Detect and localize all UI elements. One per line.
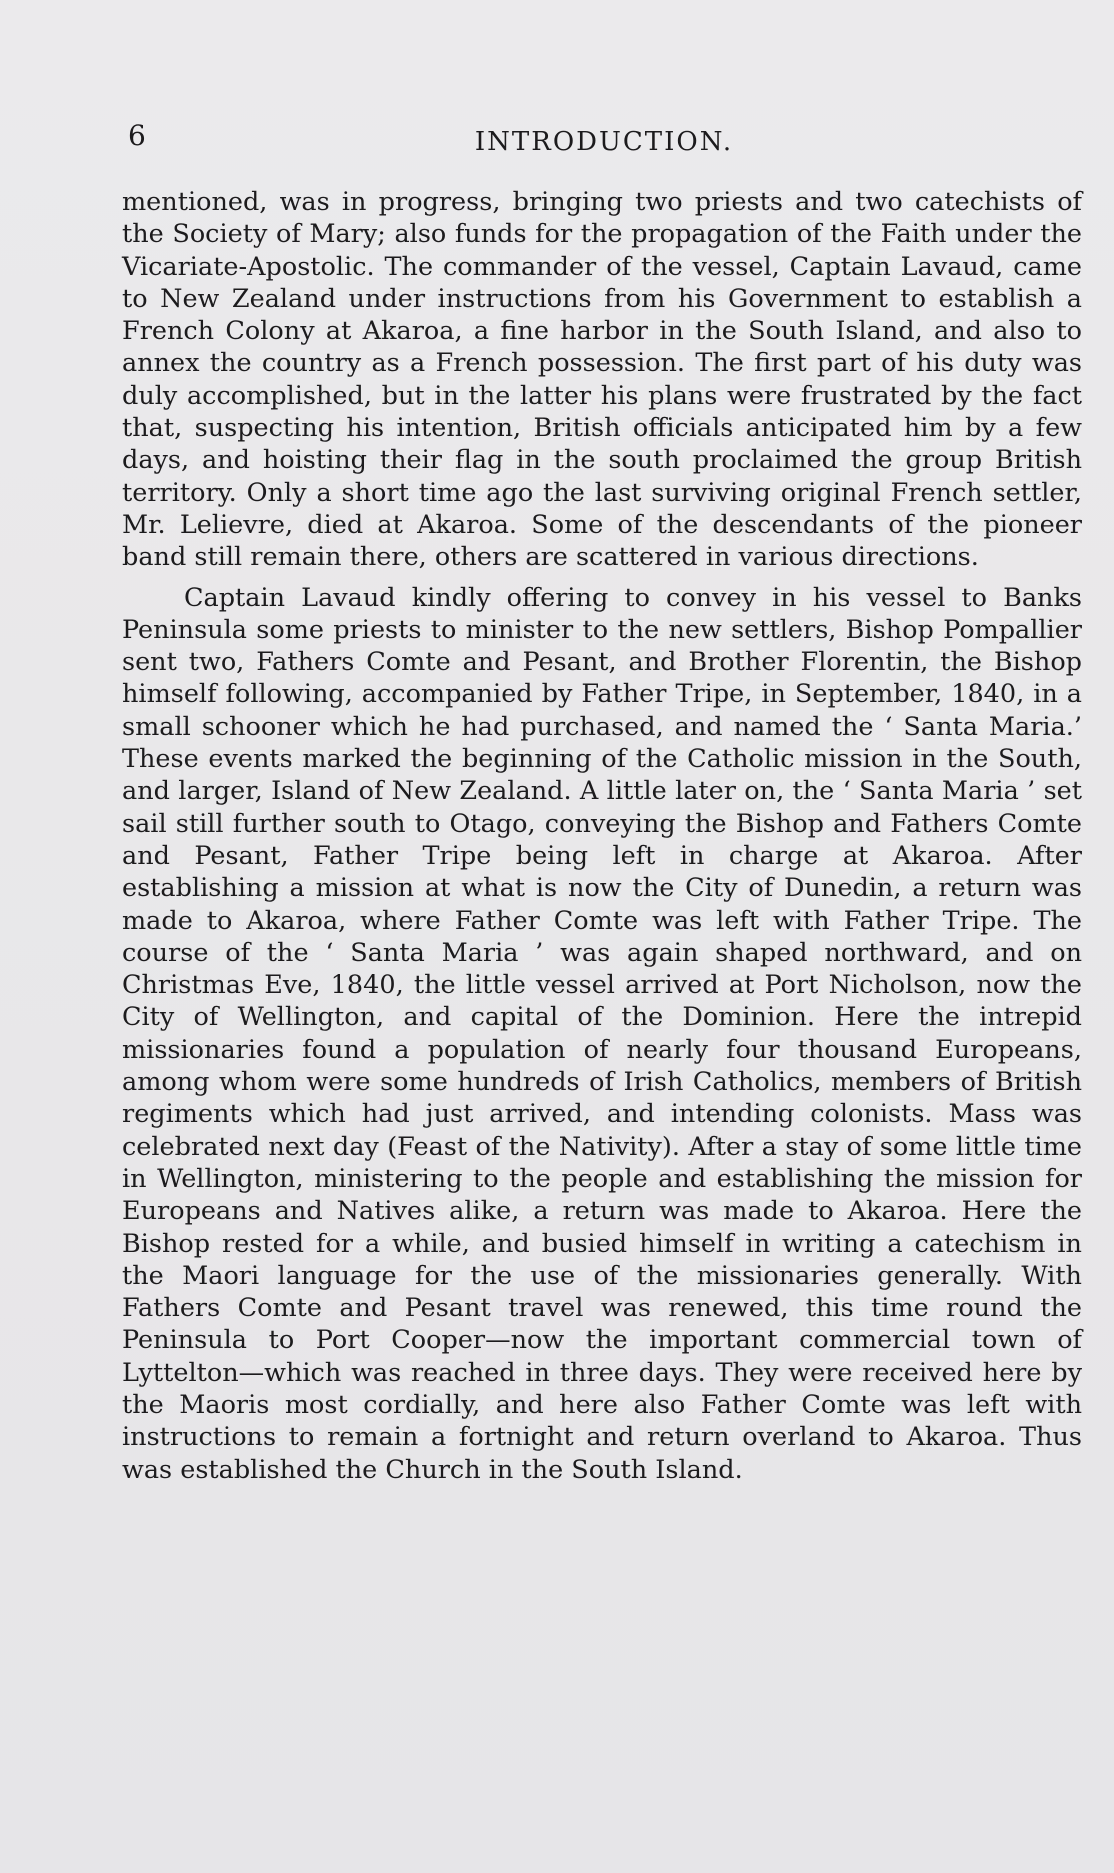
page-number: 6 (128, 119, 146, 152)
chapter-title: INTRODUCTION. (474, 127, 734, 157)
paragraph-2: Captain Lavaud kindly offering to convey in his vessel to Banks Peninsula some priests to minister to the new settlers, Bishop Pompallier sent two, Fathers Comte and Pesant, and Brother Florentin, the Bishop himself following, accompanied by Father Tripe, in September, 1840, in a small schooner which he had purchased, and named the ‘ Santa Maria.’ These events marked the beginning of the Catholic mission in the South, and larger, Island of New Zealand. A little later on, the ‘ Santa Maria ’ set sail still further south to Otago, conveying the Bishop and Fathers Comte and Pesant, Father Tripe being left in charge at Akaroa. After establishing a mission at what is now the City of Dunedin, a return was made to Akaroa, where Father Comte was left with Father Tripe. The course of the ‘ Santa Maria ’ was again shaped northward, and on Christmas Eve, 1840, the little vessel arrived at Port Nicholson, now the City of Wellington, and capital of the Dominion. Here the intrepid missionaries found a population of nearly four thousand Europeans, among whom were some hundreds of Irish Catholics, members of British regiments which had just arrived, and intending colonists. Mass was celebrated next day (Feast of the Nativity). After a stay of some little time in Wellington, ministering to the people and establishing the mission for Europeans and Natives alike, a return was made to Akaroa. Here the Bishop rested for a while, and busied himself in writing a catechism in the Maori language for the use of the missionaries generally. With Fathers Comte and Pesant travel was renewed, this time round the Peninsula to Port Cooper—now the important commercial town of Lyttelton—which was reached in three days. They were received here by the Maoris most cordially, and here also Father Comte was left with instructions to remain a fortnight and return overland to Akaroa. Thus was established the Church in the South Island. (122, 582, 1082, 1485)
running-head (124, 118, 1084, 158)
paragraph-1: mentioned, was in progress, bringing two priests and two catechists of the Society of Mary; also funds for the propagation of the Faith under the Vicariate-Apostolic. The commander of the vessel, Captain Lavaud, came to New Zealand under instructions from his Government to establish a French Colony at Akaroa, a fine harbor in the South Island, and also to annex the country as a French possession. The first part of his duty was duly accomplished, but in the latter his plans were frustrated by the fact that, suspecting his intention, British officials anticipated him by a few days, and hoisting their flag in the south proclaimed the group British territory. Only a short time ago the last surviving original French settler, Mr. Lelievre, died at Akaroa. Some of the descendants of the pioneer band still remain there, others are scattered in various directions. (122, 187, 1082, 573)
body-text (122, 186, 1082, 1486)
